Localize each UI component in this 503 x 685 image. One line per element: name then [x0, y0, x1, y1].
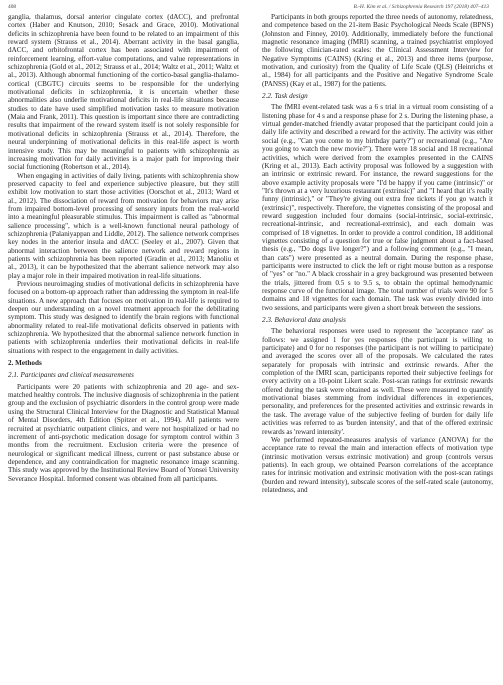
- paragraph-anova: We performed repeated-measures analysis of variance (ANOVA) for the acceptance rate to reveal the main and interaction effects of motivation type (intrinsic motivation versus extrinsic motivation) and group (controls versus patients). In each group, we obtained Pearson correlations of the acceptance rates for intrinsic motivation and extrinsic motivation with the post-scan ratings (burden and reward intensity), subscale scores of the self-rated scale (autonomy, relatedness, and: [262, 435, 493, 494]
- right-column: [262, 13, 493, 683]
- paragraph-participants: Participants were 20 patients with schizophrenia and 20 age- and sex-matched healthy controls. The inclusive diagnosis of schizophrenia in the patient group and the exclusion of psychiatric disorders in the control group were made using the Structural Clinical Interview for the Diagnostic and Statistical Manual of Mental Disorders, 4th Edition (Spitzer et al., 1994). All patients were recruited at psychiatric outpatient clinics, and were not hospitalized or had no increment of anti-psychotic medication dosage for symptom control within 3 months from the recruitment. Exclusion criteria were the presence of neurological or significant medical illness, current or past substance abuse or dependence, and any contraindication for magnetic resonance image scanning. This study was approved by the Institutional Review Board of Yonsei University Severance Hospital. Informed consent was obtained from all participants.: [8, 382, 239, 483]
- paragraph-acceptance-rate: The behavioral responses were used to represent the 'acceptance rate' as follows: we assigned 1 for yes responses (the participant is willing to participate) and 0 for no responses (the participant is not willing to participate) and averaged the scores over all of the proposals. We calculated the rates separately for proposals with intrinsic and extrinsic rewards. After the completion of the fMRI scan, participants reported their subjective feelings for every activity on a 10-point Likert scale. Post-scan ratings for extrinsic rewards offered during the task were obtained as well. These were measured to quantify motivational biases stemming from individual differences in experiences, personality, and preferences for the presented activities and extrinsic rewards in the task. The average value of the subjective feeling of burden for daily life activities was referred to as 'burden intensity', and that of the offered extrinsic rewards as 'reward intensity'.: [262, 327, 493, 436]
- left-column: [8, 13, 239, 683]
- paragraph-intro-continued: ganglia, thalamus, dorsal anterior cingulate cortex (dACC), and prefrontal cortex (Haber and Knutson, 2010; Sesack and Grace, 2010). Motivational deficits in schizophrenia have been found to be related to an impairment of this reward system (Strauss et al., 2014). Aberrant activity in the basal ganglia, dACC, and orbitofrontal cortex has been associated with impairment of reinforcement learning, effort-value computations, and value representations in schizophrenia (Gold et al., 2012; Strauss et al., 2014; Waltz et al., 2011; Waltz et al., 2013). Although abnormal functioning of the cortico-basal ganglia-thalamo-cortical (CBGTC) circuits seems to be responsible for the underlying motivational deficits in schizophrenia, it is uncertain whether these abnormalities also underlie motivational deficits in real-life situations because studies to date have used simplified motivation tasks to measure motivation (Maia and Frank, 2011). This question is important since there are contradicting results that impairment of the reward system itself is not solely responsible for motivational deficits in schizophrenia (Strauss et al., 2014). Therefore, the neural underpinning of motivational deficits in this real-life aspect is worth intensive study. This may be meaningful to patients with schizophrenia as increasing motivation for daily activities is a major path for improving their social functioning (Robertson et al., 2014).: [8, 13, 239, 172]
- subsection-heading-participants: 2.1. Participants and clinical measurements: [8, 371, 134, 380]
- paragraph-salience: When engaging in activities of daily living, patients with schizophrenia show preserved capacity to feel and experience subjective pleasure, but they still exhibit low motivation to start those activities (Oorschot et al., 2013; Ward et al., 2012). The dissociation of reward from motivation for behaviors may arise from impaired bottom-level processing of sensory inputs from the real-world into a meaningful pleasurable stimulus. This impairment is called as "abnormal salience processing", which is a well-known functional neural pathology of schizophrenia (Palaniyappan and Liddle, 2012). The salience network comprises key nodes in the anterior insula and dACC (Seeley et al., 2007). Given that abnormal interaction between the salience network and reward regions in patients with schizophrenia has been reported (Gradin et al., 2013; Manoliu et al., 2013), it can be hypothesized that the aberrant salience network may also play a major role in their impaired motivation in real-life situations.: [8, 171, 239, 280]
- paragraph-task-design: The fMRI event-related task was a 6 s trial in a virtual room consisting of a listening phase for 4 s and a response phase for 2 s. During the listening phase, a virtual gender-matched friendly avatar proposed that the participant could join a daily life activity and described a reward for the activity. The activity was either social (e.g., "Can you come to my birthday party?") or recreational (e.g., "Are you going to watch the new movie?"). There were 18 social and 18 recreational activities, which were derived from the examples presented in the CAINS (Kring et al., 2013). Each activity proposal was followed by a suggestion with an intrinsic or extrinsic reward. For instance, the reward suggestions for the above example activity proposals were "I'd be happy if you came (intrinsic)" or "It's thrown at a very luxurious restaurant (extrinsic)" and "I heard that it's really funny (intrinsic)," or "They're giving out extra free tickets if you go watch it (extrinsic)", respectively. Therefore, the vignettes consisting of the proposal and reward suggestion included four domains (social-intrinsic, social-extrinsic, recreational-intrinsic, and recreational-extrinsic), and each domain was comprised of 18 vignettes. In order to provide a control condition, 18 additional vignettes consisting of a question for true or false judgment about a fact-based thesis (e.g., "Do dogs live longer?") and a following comment (e.g., "I mean, than cats") were presented as a neutral domain. During the response phase, participants were instructed to click the left or right mouse button as a response of "yes" or "no." A black crosshair in a grey background was presented between the trials, jittered from 0.5 s to 9.5 s, to obtain the optimal hemodynamic response curve of the functional image. The total number of trials were 90 for 5 domains and 18 vignettes for each domain. The task was evenly divided into two sessions, and participants were given a short break between the sessions.: [262, 103, 493, 312]
- paragraph-hypothesis: Previous neuroimaging studies of motivational deficits in schizophrenia have focused on a bottom-up approach rather than addressing the symptom in real-life situations. A new approach that focuses on motivation in real-life is required to deepen our understanding on a novel treatment approach for the debilitating symptom. This study was designed to identify the brain regions with functional abnormality related to real-life motivational deficits observed in patients with schizophrenia. We hypothesized that the abnormal salience network function in patients with schizophrenia underlies their motivational deficits in real-life situations with respect to the engagement in daily activities.: [8, 280, 239, 355]
- paragraph-scales: Participants in both groups reported the three needs of autonomy, relatedness, and competence based on the 21-item Basic Psychological Needs Scale (BPNS) (Johnston and Finney, 2010). Additionally, immediately before the functional magnetic resonance imaging (fMRI) scanning, a trained psychiatrist employed the following clinician-rated scales: the Clinical Assessment Interview for Negative Symptoms (CAINS) (Kring et al., 2013) and three items (purpose, motivation, and curiosity) from the Quality of Life Scale (QLS) (Heinrichs et al., 1984) for all participants and the Positive and Negative Syndrome Scale (PANSS) (Kay et al., 1987) for the patients.: [262, 13, 493, 88]
- subsection-heading-behavioral: 2.3. Behavioral data analysis: [262, 316, 346, 325]
- page-number: 408: [8, 4, 17, 10]
- subsection-heading-task-design: 2.2. Task design: [262, 92, 308, 101]
- section-heading-methods: 2. Methods: [8, 359, 42, 368]
- running-header: B.-H. Kim et al. / Schizophrenia Research 197 (2018) 407–413: [353, 4, 489, 10]
